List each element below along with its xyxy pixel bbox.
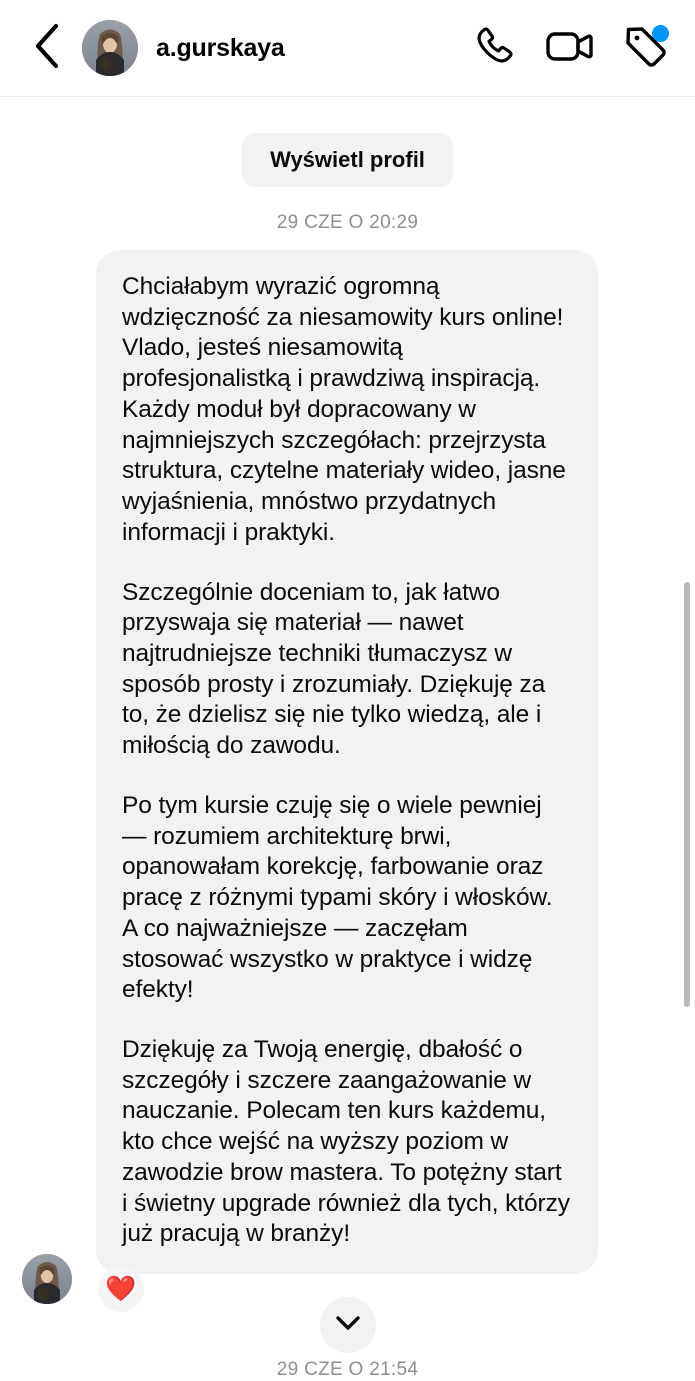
message-reaction-heart[interactable]: ❤️ bbox=[98, 1266, 144, 1312]
back-button[interactable] bbox=[16, 17, 78, 79]
message-timestamp-top: 29 CZE O 20:29 bbox=[276, 212, 419, 233]
avatar[interactable] bbox=[82, 20, 138, 76]
message-paragraph: Szczególnie doceniam to, jak łatwo przyswaja się materiał — nawet najtrudniejsze techniki tłumaczysz w sposób prosty i zrozumiały. Dziękuję za to, że dzielisz się nie tylko wiedzą, ale i miłością do zawodu. bbox=[122, 578, 546, 760]
tag-button[interactable] bbox=[615, 17, 677, 79]
message-bubble[interactable] bbox=[96, 250, 598, 1274]
message-timestamp-bottom: 29 CZE O 21:54 bbox=[276, 1359, 419, 1380]
username-label[interactable]: a.gurskaya bbox=[156, 33, 285, 62]
video-call-button[interactable] bbox=[539, 17, 601, 79]
phone-icon bbox=[471, 23, 517, 74]
message-thread bbox=[0, 97, 695, 1380]
scroll-to-bottom-button[interactable] bbox=[320, 1297, 376, 1353]
message-row bbox=[0, 250, 695, 1303]
video-camera-icon bbox=[544, 23, 596, 74]
chevron-down-icon bbox=[332, 1307, 364, 1344]
header-actions bbox=[463, 17, 695, 79]
notification-badge bbox=[652, 25, 669, 42]
chevron-left-icon bbox=[32, 23, 62, 74]
scrollbar-thumb[interactable] bbox=[684, 582, 690, 1007]
view-profile-button[interactable]: Wyświetl profil bbox=[242, 133, 453, 187]
conversation-header bbox=[0, 0, 695, 97]
message-paragraph: Chciałabym wyrazić ogromną wdzięczność za niesamowity kurs online! Vlado, jesteś niesamowitą profesjonalistką i prawdziwą inspiracją. Każdy moduł był dopracowany w najmniejszych szczegółach: przejrzysta struktura, czytelne materiały wideo, jasne wyjaśnienia, mnóstwo przydatnych informacji i praktyki. bbox=[122, 273, 566, 546]
sender-avatar[interactable] bbox=[22, 1254, 72, 1304]
audio-call-button[interactable] bbox=[463, 17, 525, 79]
view-profile-row bbox=[0, 133, 695, 187]
message-paragraph: Po tym kursie czuję się o wiele pewniej — rozumiem architekturę brwi, opanowałam korekcję, farbowanie oraz pracę z różnymi typami skóry i włosków. A co najważniejsze — zaczęłam stosować wszystko w praktyce i widzę efekty! bbox=[122, 791, 553, 1004]
message-paragraph: Dziękuję za Twoją energię, dbałość o szczegóły i szczere zaangażowanie w nauczanie. Polecam ten kurs każdemu, kto chce wejść na wyższy poziom w zawodzie brow mastera. To potężny start i świetny upgrade również dla tych, którzy już pracują w branży! bbox=[122, 1035, 570, 1248]
